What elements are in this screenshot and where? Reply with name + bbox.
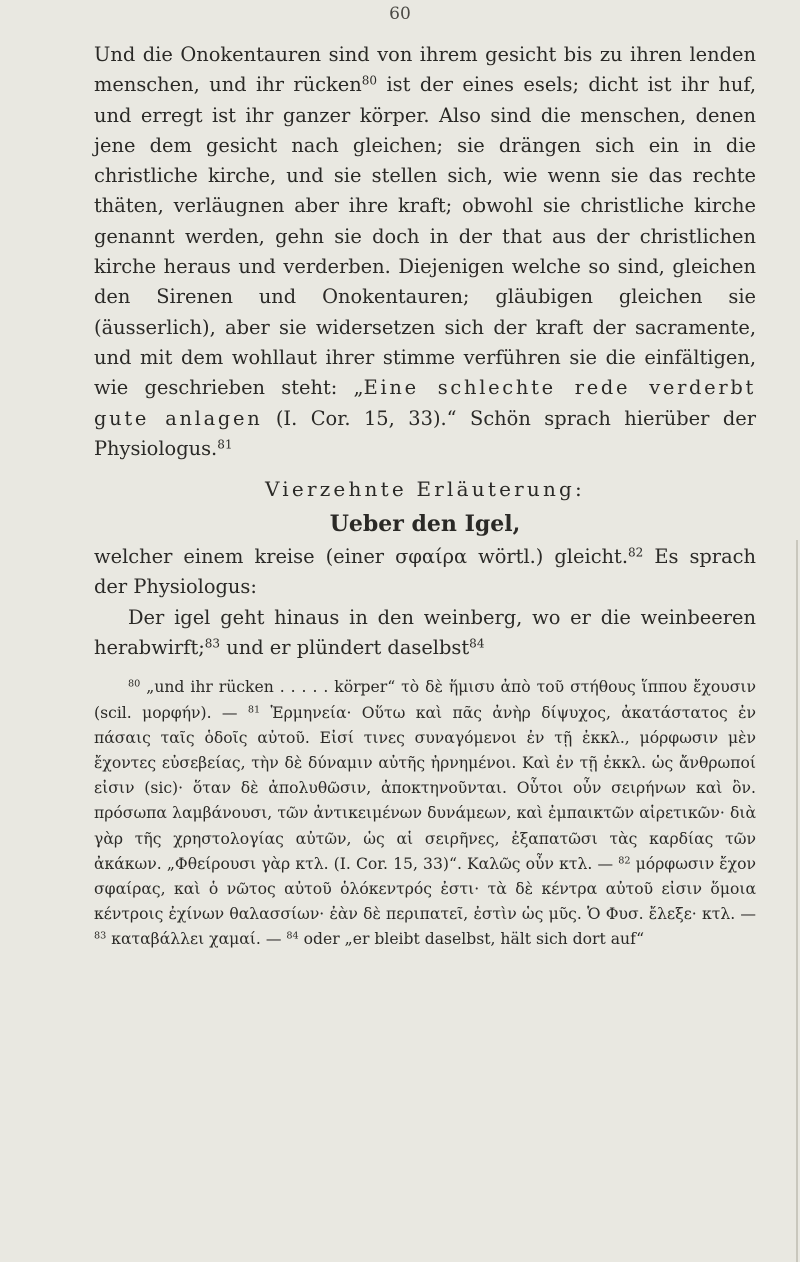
footnote-number-80: 80: [128, 679, 141, 691]
text-run: Der igel geht hinaus in den weinberg, wo er die weinbeeren herabwirft;: [94, 605, 756, 660]
footnote-81: Ἑρμηνεία· Οὕτω καὶ πᾶς ἀνὴρ δίψυχος, ἀκατάστατος ἐν πάσαις ταῖς ὁδοῖς αὐτοῦ. Εἰσί τινες συναγόμενοι ἐν τῇ ἐκκλ., μόρφωσιν μὲν ἔχοντες εὐσεβείας, τὴν δὲ δύναμιν αὐτῆς ἠρνημένοι. Καὶ ἐν τῇ ἐκκλ. ὡς ἄνθρωποί εἰσιν (sic)· ὅταν δὲ ἀπολυθῶσιν, ἀποκτηνοῦνται. Οὗτοι οὖν σειρήνων καὶ ὂν. πρόσωπα λαμβάνουσι, τῶν ἀντικειμένων δυνάμεων, καὶ ἐμπαικτῶν αἱρετικῶν· διὰ γὰρ τῆς χρηστολογίας αὐτῶν, ὡς αἱ σειρῆνες, ἐξαπατῶσι τὰς καρδίας τῶν ἀκάκων. „Φθείρουσι γὰρ κτλ. (I. Cor. 15, 33)“. Καλῶς οὖν κτλ. —: [94, 703, 756, 873]
footnote-ref-84[interactable]: 84: [469, 636, 485, 651]
footnote-number-84: 84: [286, 931, 299, 943]
quotation: Eine schlechte rede verderbt gute anlagen: [94, 376, 756, 430]
text-run: welcher einem kreise (einer σφαίρα wörtl.) gleicht.: [94, 545, 628, 569]
footnote-82: μόρφωσιν ἔχον σφαίρας, καὶ ὁ νῶτος αὐτοῦ ὁλόκεντρός ἐστι· τὰ δὲ κέντρα αὐτοῦ εἰσιν ὅμοια κέντροις ἐχίνων θαλασσίων· ἐὰν δὲ περιπατεῖ, ἐστὶν ὡς μῦς. Ὁ Φυσ. ἔλεξε· κτλ. —: [94, 854, 756, 924]
footnote-number-83: 83: [94, 931, 107, 943]
section-subheading: Ueber den Igel,: [329, 511, 521, 538]
text-run: Es sprach der Physiologus:: [94, 545, 756, 599]
text-run: und er plündert daselbst: [220, 636, 470, 660]
paragraph-igel-intro: [94, 542, 756, 603]
text-run: ist der eines esels; dicht ist ihr huf, und erregt ist ihr ganzer körper. Also sind die menschen, denen jene dem gesicht nach gleichen; sie drängen sich ein in die christliche kirche, und sie stellen sich, wie wenn sie das rechte thäten, verläugnen aber ihre kraft; obwohl sie christliche kirche genannt werden, gehn sie doch in der that aus der christlichen kirche heraus und verderben. Diejenigen welche so sind, gleichen den Sirenen und Onokentauren; gläubigen gleichen sie (äusserlich), aber sie widersetzen sich der kraft der sacramente, und mit dem wohllaut ihrer stimme verführen sie die einfältigen, wie geschrieben steht: „: [94, 73, 756, 400]
footnote-ref-83[interactable]: 83: [204, 636, 221, 651]
main-text: [94, 40, 756, 663]
page-number: 60: [389, 4, 411, 24]
text-run: (I. Cor. 15, 33).“ Schön sprach hierüber der Physiologus.: [94, 406, 756, 460]
page-edge-shadow: [796, 540, 798, 1262]
text-run: Und die Onokentauren sind von ihrem gesicht bis zu ihren lenden menschen, und ihr rücken: [94, 43, 756, 97]
section-heading: Vierzehnte Erläuterung:: [265, 477, 585, 502]
paragraph-onokentauren: [94, 40, 756, 464]
footnote-84: oder „er bleibt daselbst, hält sich dort auf“: [298, 930, 645, 949]
paragraph-igel-weinberg: [94, 603, 756, 664]
footnote-number-82: 82: [618, 855, 631, 867]
footnote-83: καταβάλλει χαμαί. —: [106, 930, 287, 949]
footnote-ref-81[interactable]: 81: [217, 437, 233, 452]
footnote-number-81: 81: [247, 704, 261, 716]
footnote-ref-80[interactable]: 80: [361, 73, 378, 88]
footnote-80: „und ihr rücken . . . . . körper“ τὸ δὲ ἥμισυ ἀπὸ τοῦ στήθους ἵππου ἔχουσιν (scil. μορφήν). —: [94, 678, 756, 722]
footnotes: [94, 675, 756, 952]
footnote-ref-82[interactable]: 82: [628, 545, 644, 560]
footnote-block: [94, 675, 756, 952]
